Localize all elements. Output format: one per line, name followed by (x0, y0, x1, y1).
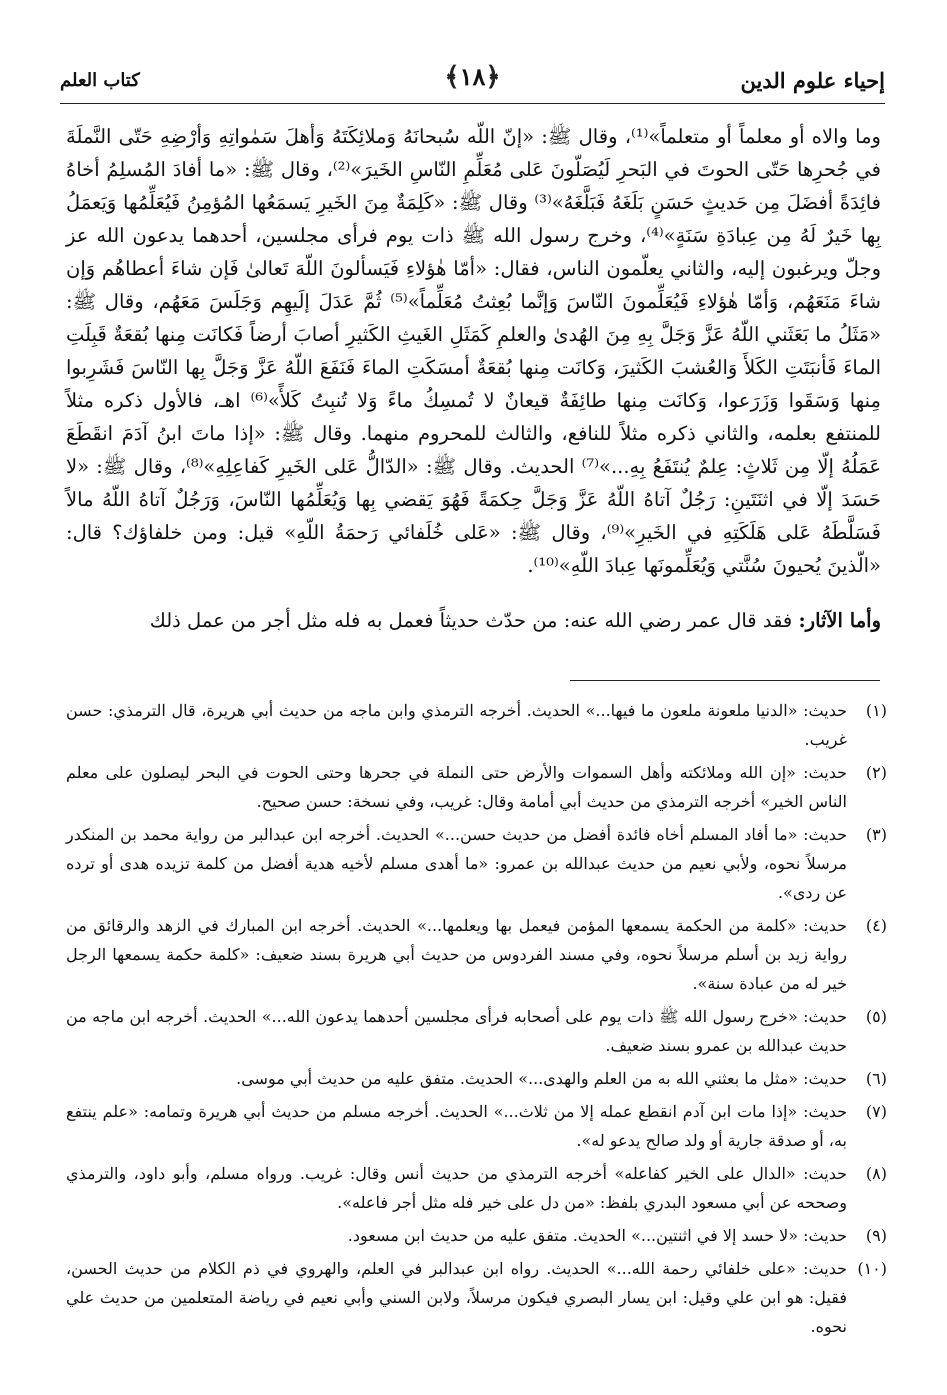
athar-heading: وأما الآثار: (798, 609, 881, 632)
paragraph-athar (66, 604, 881, 637)
chapter-title: كتاب العلم (60, 70, 140, 91)
footnote-text: حديث: «لا حسد إلا في اثنتين...» الحديث. متفق عليه من حديث ابن مسعود. (347, 1226, 847, 1245)
footnote-number: (٨) (865, 1164, 887, 1183)
footnote-item (66, 1064, 887, 1093)
footnote-text: حديث: «إذا مات ابن آدم انقطع عمله إلا من ثلاث...» الحديث. أخرجه مسلم من حديث أبي هريرة وتمامه: «علم ينتفع به، أو صدقة جارية أو ولد صالح يدعو له». (66, 1102, 847, 1150)
footnote-number: (١) (865, 701, 887, 720)
footnote-item (66, 1221, 887, 1250)
footnote-item (66, 696, 887, 754)
footnote-number: (٧) (865, 1102, 887, 1121)
footnote-number: (٢) (865, 763, 887, 782)
main-text (66, 120, 881, 637)
book-title: إحياء علوم الدين (740, 68, 885, 93)
footnote-item (66, 1254, 887, 1341)
footnotes (66, 696, 887, 1345)
page-number (444, 62, 500, 92)
ornament-right-icon: ﴿ (485, 62, 501, 92)
athar-text: فقد قال عمر رضي الله عنه: من حدّث حديثاً فعمل به فله مثل أجر من عمل ذلك (149, 609, 793, 632)
footnote-number: (٤) (865, 916, 887, 935)
footnote-text: حديث: «خرج رسول الله ﷺ ذات يوم على أصحابه فرأى مجلسين أحدهما يدعون الله...» الحديث. أخرجه ابن ماجه من حديث عبدالله بن عمرو بسند ضعيف. (66, 1007, 847, 1055)
footnote-number: (٦) (865, 1069, 887, 1088)
footnote-text: حديث: «مثل ما بعثني الله به من العلم والهدى...» الحديث. متفق عليه من حديث أبي موسى. (236, 1069, 847, 1088)
ornament-left-icon: ﴾ (444, 62, 460, 92)
footnote-text: حديث: «على خلفائي رحمة الله...» الحديث. رواه ابن عبدالبر في العلم، والهروي في ذم الكلام من حديث الحسن، فقيل: هو ابن علي وقيل: ابن يسار البصري فيكون مرسلاً، ولابن السني وأبي نعيم في رياضة المتعلمين من حديث علي نحوه. (66, 1259, 847, 1336)
page-header (60, 62, 885, 102)
footnote-item (66, 758, 887, 816)
footnote-number: (٣) (865, 825, 887, 844)
paragraph-hadiths: وما والاه أو معلماً أو متعلماً»⁽¹⁾، وقال ﷺ: «إنّ اللّه سُبحانَهُ وَملائِكَتَهُ وَأهلَ سَمٰواتِهِ وَأرْضِهِ حَتّى النَّملَةَ في جُحرِها حَتّى الحوتَ في البَحرِ لَيُصَلّونَ عَلى مُعَلِّمِ النّاسِ الخَيرَ»⁽²⁾، وقال ﷺ: «ما أفادَ المُسلِمُ أخاهُ فائِدَةً أفضَلَ مِن حَديثٍ حَسَنٍ بَلَغَهُ فَبَلَّغَهُ»⁽³⁾ وقال ﷺ: «كَلِمَةٌ مِنَ الخَيرِ يَسمَعُها المُؤمِنُ فَيُعَلِّمُها وَيَعمَلُ بِها خَيرٌ لَهُ مِن عِبادَةِ سَنَةٍ»⁽⁴⁾، وخرج رسول الله ﷺ ذات يوم فرأى مجلسين، أحدهما يدعون الله عز وجلّ ويرغبون إليه، والثاني يعلّمون الناس، فقال: «أمّا هٰؤلاءِ فَيَسألونَ اللّهَ تَعالىٰ فَإن شاءَ أعطاهُم وَإن شاءَ مَنَعَهُم، وَأمّا هٰؤلاءِ فَيُعَلِّمونَ النّاسَ وَإنَّما بُعِثتُ مُعَلِّماً»⁽⁵⁾ ثُمَّ عَدَلَ إلَيهِم وَجَلَسَ مَعَهُم، وقال ﷺ: «مَثَلُ ما بَعَثَني اللّهُ عَزَّ وَجَلَّ بِهِ مِنَ الهُدىٰ والعلمِ كَمَثَلِ الغَيثِ الكَثيرِ أصابَ أرضاً فَكانَت مِنها بُقعَةٌ قَبِلَتِ الماءَ فَأنبَتَتِ الكَلأَ وَالعُشبَ الكَثيرَ، وَكانَت مِنها بُقعَةٌ أمسَكَتِ الماءَ فَنَفَعَ اللّهُ عَزَّ وَجَلَّ بِها النّاسَ فَشَرِبوا مِنها وَسَقَوا وَزَرَعوا، وَكانَت مِنها طائِفَةٌ قيعانٌ لا تُمسِكُ ماءً وَلا تُنبِتُ كَلأً»⁽⁶⁾ اهـ، فالأول ذكره مثلاً للمنتفع بعلمه، والثاني ذكره مثلاً للنافع، والثالث للمحروم منهما. وقال ﷺ: «إذا ماتَ ابنُ آدَمَ انقَطَعَ عَمَلُهُ إلّا مِن ثَلاثٍ: عِلمٌ يُنتَفَعُ بِهِ...»⁽⁷⁾ الحديث. وقال ﷺ: «الدّالُّ عَلى الخَيرِ كَفاعِلِهِ»⁽⁸⁾، وقال ﷺ: «لا حَسَدَ إلّا في اثنَتَينِ: رَجُلٌ آتاهُ اللّهُ عَزَّ وَجَلَّ حِكمَةً فَهُوَ يَقضي بِها وَيُعَلِّمُها النّاسَ، وَرَجُلٌ آتاهُ اللّهُ مالاً فَسَلَّطَهُ عَلى هَلَكَتِهِ في الخَيرِ»⁽⁹⁾، وقال ﷺ: «عَلى خُلَفائي رَحمَةُ اللّهِ» قيل: ومن خلفاؤك؟ قال: «الّذينَ يُحيونَ سُنَّتي وَيُعَلِّمونَها عِبادَ اللّهِ»⁽¹⁰⁾. (66, 125, 882, 577)
footnote-item (66, 911, 887, 998)
footnote-text: حديث: «ما أفاد المسلم أخاه فائدة أفضل من حديث حسن...» الحديث. أخرجه ابن عبدالبر من رواية محمد بن المنكدر مرسلاً نحوه، ولأبي نعيم من حديث عبدالله بن عمرو: «ما أهدى مسلم لأخيه هدية أفضل من كلمة تزيده هدى أو ترده عن ردى». (66, 825, 848, 902)
footnote-text: حديث: «الدال على الخير كفاعله» أخرجه الترمذي من حديث أنس وقال: غريب. ورواه مسلم، وأبو داود، والترمذي وصححه عن أبي مسعود البدري بلفظ: «من دل على خير فله مثل أجر فاعله». (66, 1164, 847, 1212)
footnote-text: حديث: «الدنيا ملعونة ملعون ما فيها...» الحديث. أخرجه الترمذي وابن ماجه من حديث أبي هريرة، قال الترمذي: حسن غريب. (66, 701, 847, 749)
footnote-text: حديث: «إن الله وملائكته وأهل السموات والأرض حتى النملة في جحرها وحتى الحوت في البحر ليصلون على معلم الناس الخير» أخرجه الترمذي من حديث أبي أمامة وقال: غريب، وفي نسخة: حسن صحيح. (66, 763, 847, 811)
footnote-number: (١٠) (857, 1259, 887, 1278)
header-divider (60, 103, 885, 104)
footnote-item (66, 1159, 887, 1217)
footnote-text: حديث: «كلمة من الحكمة يسمعها المؤمن فيعمل بها ويعلمها...» الحديث. أخرجه ابن المبارك في الزهد والرقائق من رواية زيد بن أسلم مرسلاً نحوه، وفي مسند الفردوس من حديث أبي هريرة بسند ضعيف: «كلمة حكمة يسمعها الرجل خير له من عبادة سنة». (66, 916, 847, 993)
footnote-number: (٥) (865, 1007, 887, 1026)
page-number-value: ١٨ (459, 62, 486, 91)
footnote-number: (٩) (865, 1226, 887, 1245)
footnote-item (66, 1097, 887, 1155)
footnote-divider (570, 680, 880, 681)
footnote-item (66, 1002, 887, 1060)
footnote-item (66, 820, 887, 907)
